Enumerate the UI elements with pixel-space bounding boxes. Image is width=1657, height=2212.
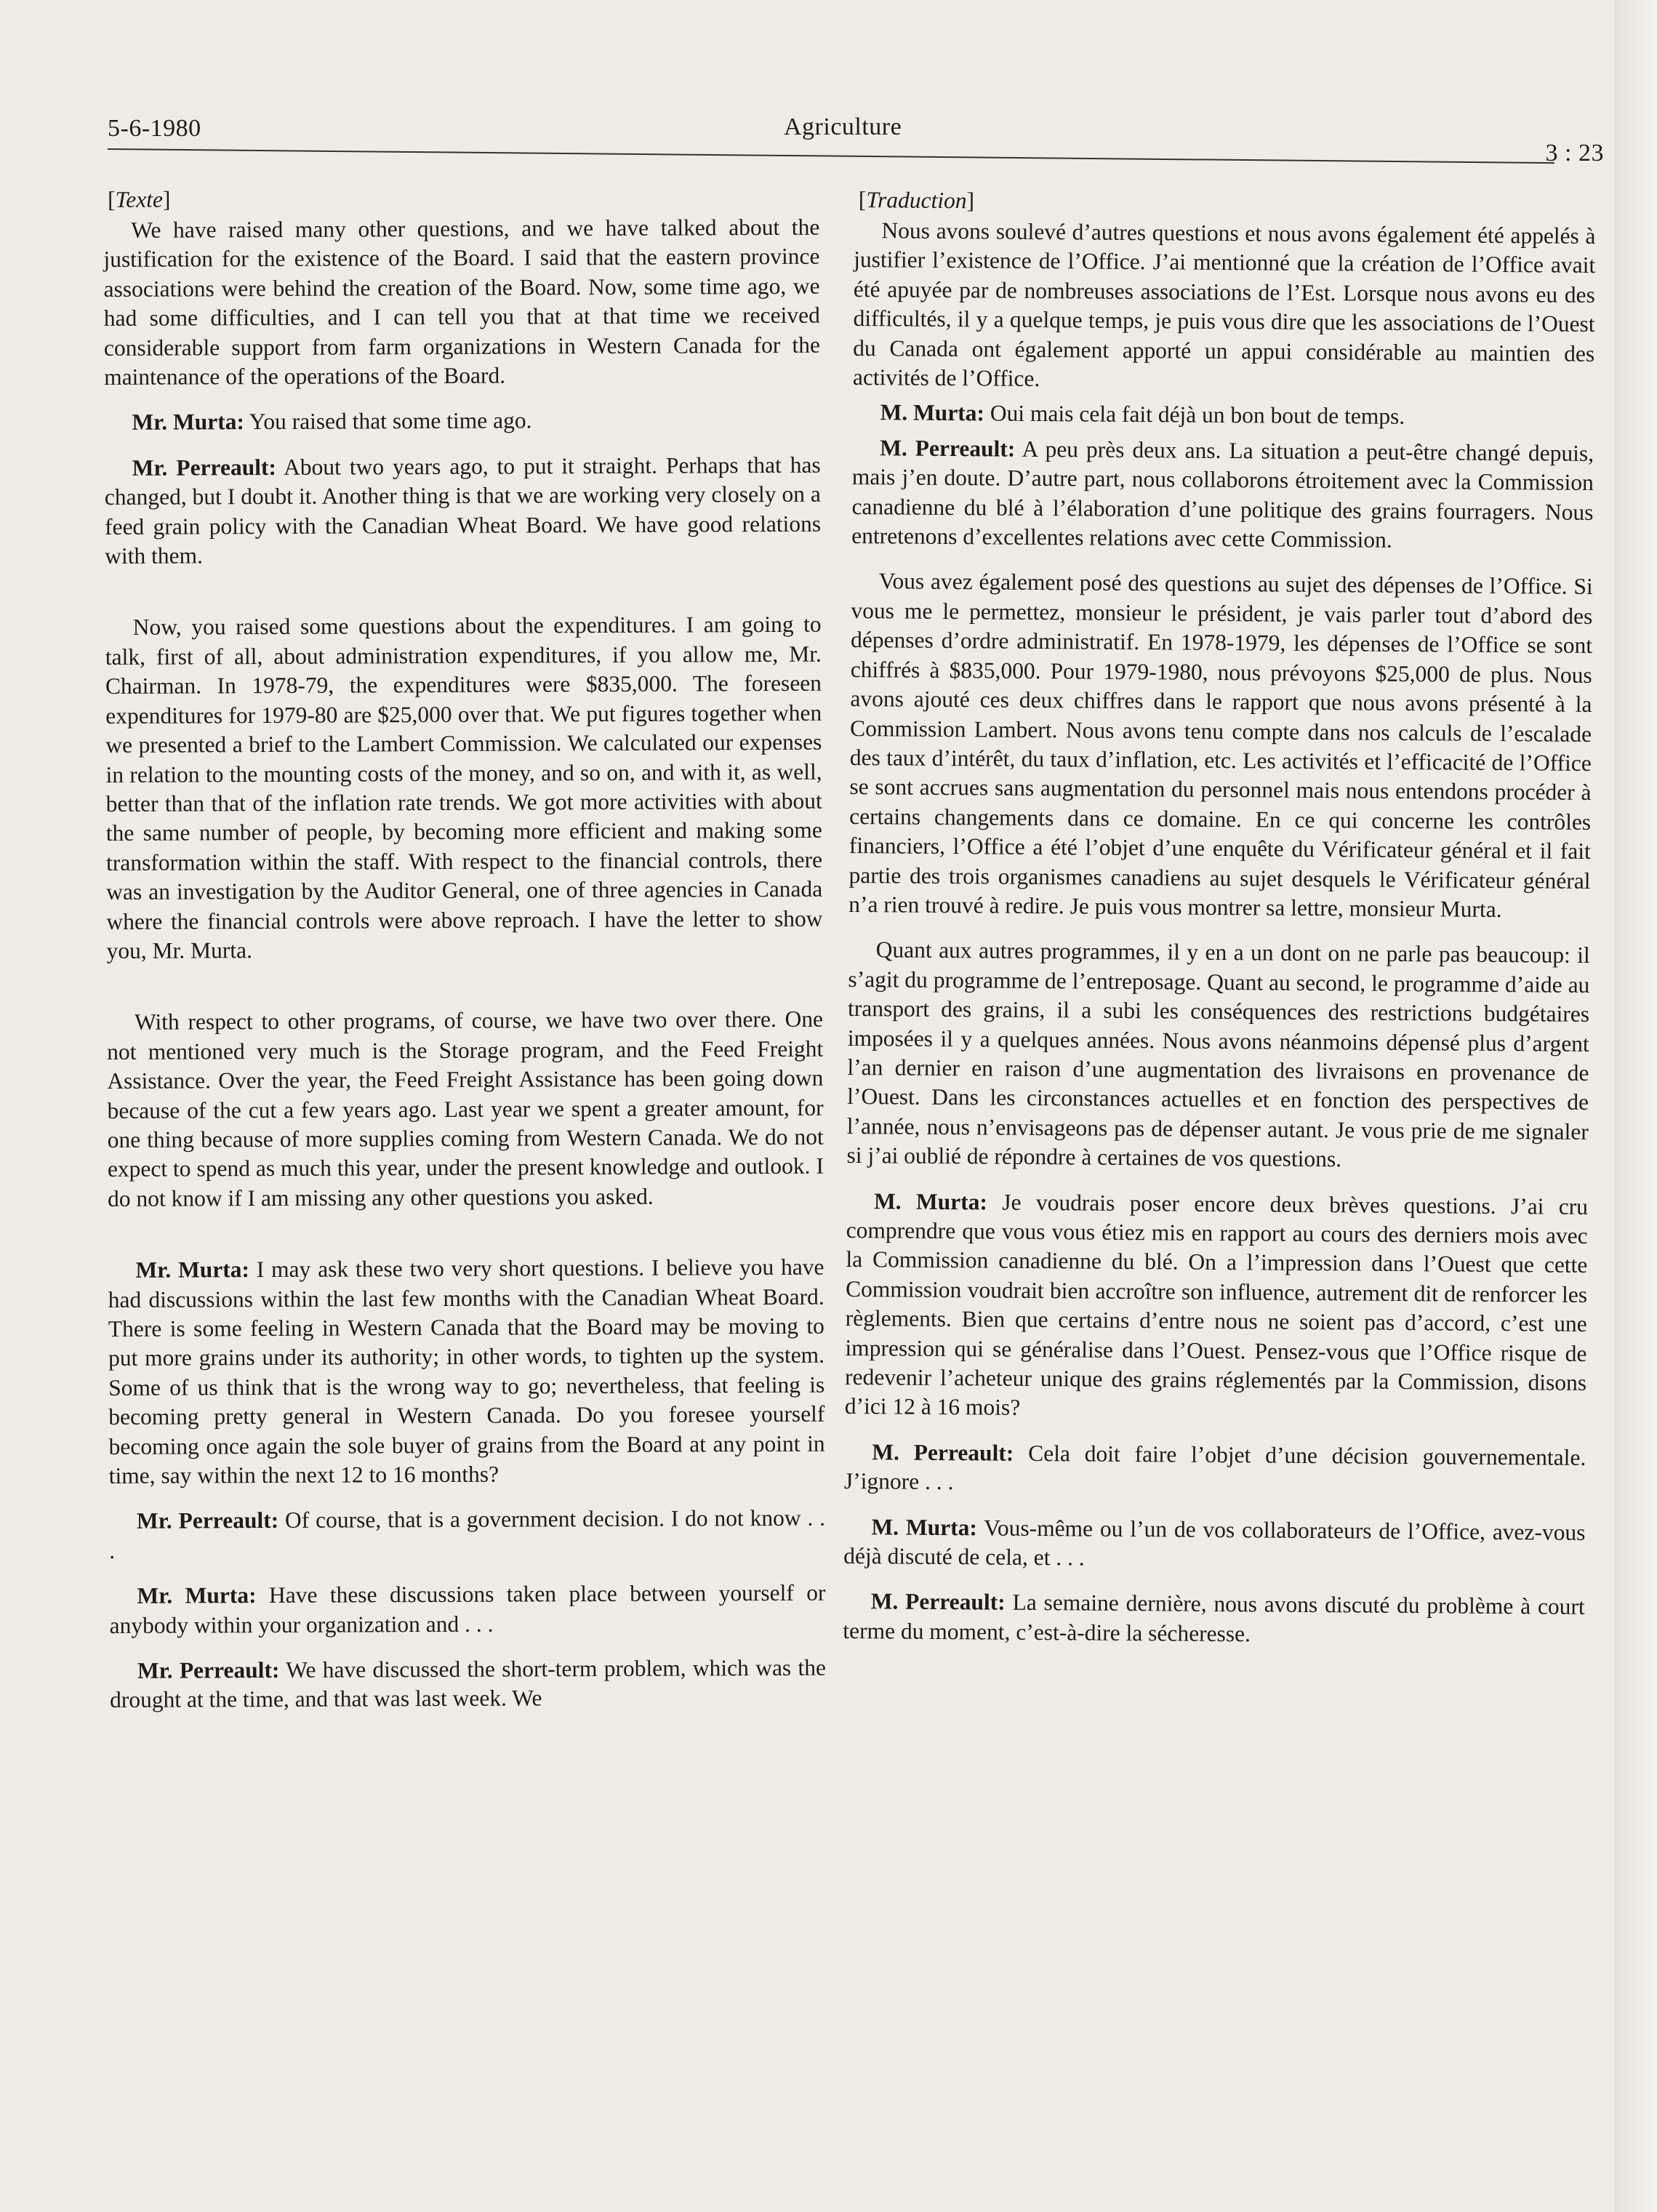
speaker-name: M. Murta: bbox=[880, 399, 985, 426]
paragraph bbox=[844, 1438, 1586, 1502]
paragraph bbox=[846, 935, 1590, 1176]
paragraph-text: You raised that some time ago. bbox=[249, 407, 532, 435]
speaker-name: Mr. Murta: bbox=[135, 1257, 250, 1283]
paragraph bbox=[853, 216, 1596, 398]
paragraph bbox=[108, 1253, 825, 1491]
paragraph bbox=[851, 433, 1594, 557]
paragraph-text: I may ask these two very short questions. I believe you have had discussions within the last few months with the Canadian Wheat Board. There is some feeling in Western Canada that the Board may be moving to put more grains under its authority; in other words, to tighten up the system. Some of us think that is the wrong way to go; nevertheless, that feeling is becoming pretty general in Western Canada. Do you foresee yourself becoming once again the sole buyer of grains from the Board at any point in time, say within the next 12 to 16 months? bbox=[108, 1254, 825, 1489]
paragraph-text: Quant aux autres programmes, il y en a un dont on ne parle pas beaucoup: il s’agit du programme de l’entreposage. Quant au second, le programme d’aide au transport des grains, il a subi les conséquences des restrictions budgétaires imposées il y a quelques années. Nous avons néanmoins dépensé plus d’argent l’an dernier en raison d’une augmentation des livraisons en provenance de l’Ouest. Dans les circonstances actuelles et en fonction des perspectives de l’année, nous n’envisageons pas de dépenser autant. Je vous prie de me signaler si j’ai oublié de répondre à certaines de vos questions. bbox=[846, 937, 1590, 1172]
paragraph bbox=[848, 566, 1593, 925]
paragraph-text: Vous avez également posé des questions au sujet des dépenses de l’Office. Si vous me le permettez, monsieur le président, je vais parler tout d’abord des dépenses d’ordre administratif. En 1978-1979, les dépenses de l’Office se sont chiffrés à $835,000. Pour 1979-1980, nous prévoyons $25,000 de plus. Nous avons ajouté ces deux chiffres dans le rapport que nous avons présenté à la Commission Lambert. Nous avons tenu compte dans nos calculs de l’escalade des taux d’intérêt, du taux d’inflation, etc. Les activités et l’efficacité de l’Office se sont accrues sans augmentation du personnel mais nous entendons procéder à certains changements dans ce domaine. En ce qui concerne les contrôles financiers, l’Office a été l’objet d’une enquête du Vérificateur général et il fait partie des trois organismes canadiens au sujet desquels le Vérificateur général n’a rien trouvé à redire. Je puis vous montrer sa lettre, monsieur Murta. bbox=[848, 568, 1593, 922]
right-column-label-text: Traduction bbox=[866, 187, 967, 214]
paragraph-text: Of course, that is a government decision. I do not know . . . bbox=[109, 1505, 826, 1563]
left-column-label-text: Texte bbox=[115, 186, 163, 212]
speaker-name: Mr. Murta: bbox=[132, 409, 245, 436]
paragraph bbox=[109, 1579, 825, 1640]
paragraph-text: Je voudrais poser encore deux brèves questions. J’ai cru comprendre que vous vous étiez mis en rapport au cours des derniers mois avec la Commission canadienne du blé. On a l’impression dans l’Ouest que cette Commission voudrait bien accroître son influence, autrement dit de renforcer les règlements. Bien que certains d’entre nous ne soient pas d’accord, c’est une impression qui se généralise dans l’Ouest. Pensez-vous que l’Office risque de redevenir l’acheteur unique des grains réglementés par la Commission, disons d’ici 12 à 16 mois? bbox=[844, 1189, 1589, 1421]
paragraph bbox=[852, 398, 1594, 433]
paragraph-text: We have discussed the short-term problem, which was the drought at the time, and that was last week. We bbox=[110, 1654, 826, 1713]
paragraph-text: About two years ago, to put it straight. Perhaps that has changed, but I doubt it. Another thing is that we are working very closely on a feed grain policy with the Canadian Wheat Board. We have good relations with them. bbox=[104, 452, 822, 569]
paragraph-text: We have raised many other questions, and we have talked about the justification for the existence of the Board. I said that the eastern province associations were behind the creation of the Board. Now, some time ago, we had some difficulties, and I can tell you that at that time we received considerable support from farm organizations in Western Canada for the maintenance of the operations of the Board. bbox=[103, 214, 821, 390]
right-column-french bbox=[843, 185, 1596, 1667]
left-column-label: [Texte] bbox=[108, 186, 171, 212]
paragraph bbox=[103, 213, 820, 393]
header-rule bbox=[108, 148, 1554, 164]
right-column-label: [Traduction] bbox=[858, 187, 975, 214]
paragraph-text: Have these discussions taken place between yourself or anybody within your organization and . . . bbox=[109, 1579, 826, 1638]
paragraph-text: La semaine dernière, nous avons discuté du problème à court terme du moment, c’est-à-dire la sécheresse. bbox=[843, 1590, 1585, 1647]
paragraph-text: Cela doit faire l’objet d’une décision gouvernementale. J’ignore . . . bbox=[843, 1440, 1586, 1495]
speaker-name: M. Perreault: bbox=[872, 1439, 1014, 1466]
page-edge-shadow bbox=[1614, 0, 1657, 2212]
header-title: Agriculture bbox=[784, 113, 902, 140]
paragraph-text: Nous avons soulevé d’autres questions et nous avons également été appelés à justifier l’existence de l’Office. J’ai mentionné que la création de l’Office avait été apuyée par de nombreuses associations de l’Est. Lorsque nous avons eu des difficultés, il y a quelque temps, je puis vous dire que les associations de l’Ouest du Canada ont également apporté un appui considérable au maintien des activités de l’Office. bbox=[852, 217, 1596, 392]
paragraph-text: With respect to other programs, of course, we have two over there. One not mentioned very much is the Storage program, and the Feed Freight Assistance. Over the year, the Feed Freight Assistance has been going down because of the cut a few years ago. Last year we spent a greater amount, for one thing because of more supplies coming from Western Canada. We do not expect to spend as much this year, under the present knowledge and outlook. I do not know if I am missing any other questions you asked. bbox=[107, 1006, 824, 1211]
paragraph bbox=[845, 1187, 1589, 1427]
speaker-name: M. Perreault: bbox=[880, 435, 1016, 462]
paragraph-text: Now, you raised some questions about the expenditures. I am going to talk, first of all, about administration expenditures, if you allow me, Mr. Chairman. In 1978-79, the expenditures were $835,000. The foreseen expenditures for 1979-80 are $25,000 over that. We put figures together when we presented a brief to the Lambert Commission. We calculated our expenses in relation to the mounting costs of the money, and so on, and with it, as well, better than that of the inflation rate trends. We got more activities with about the same number of people, by becoming more efficient and making some transformation within the staff. With respect to the financial controls, there was an investigation by the Auditor General, one of three agencies in Canada where the financial controls were above reproach. I have the letter to show you, Mr. Murta. bbox=[105, 612, 823, 963]
paragraph bbox=[104, 405, 820, 438]
paragraph-text: Oui mais cela fait déjà un bon bout de temps. bbox=[990, 400, 1405, 430]
page-header bbox=[108, 109, 1604, 167]
paragraph bbox=[843, 1587, 1585, 1651]
paragraph bbox=[105, 610, 823, 966]
paragraph bbox=[843, 1512, 1586, 1577]
speaker-name: Mr. Perreault: bbox=[132, 454, 276, 481]
speaker-name: Mr. Perreault: bbox=[137, 1657, 280, 1683]
speaker-name: M. Murta: bbox=[873, 1187, 988, 1215]
speaker-name: Mr. Murta: bbox=[137, 1582, 257, 1609]
paragraph-text: Vous-même ou l’un de vos collaborateurs de l’Office, avez-vous déjà discuté de cela, et . . . bbox=[843, 1515, 1586, 1571]
header-page-number: 3 : 23 bbox=[1545, 140, 1604, 167]
left-column-english bbox=[103, 183, 826, 1731]
paragraph bbox=[105, 451, 822, 572]
paragraph bbox=[109, 1504, 825, 1566]
speaker-name: M. Perreault: bbox=[870, 1588, 1006, 1616]
speaker-name: Mr. Perreault: bbox=[136, 1507, 279, 1534]
paragraph bbox=[107, 1005, 824, 1214]
paragraph-text: A peu près deux ans. La situation a peut-être changé depuis, mais j’en doute. D’autre part, nous collaborons étroitement avec la Commission canadienne du blé à l’élaboration d’une politique des grains fourragers. Nous entretenons d’excellentes relations avec cette Commission. bbox=[851, 436, 1594, 553]
header-date: 5-6-1980 bbox=[108, 115, 201, 142]
paragraph bbox=[110, 1654, 826, 1715]
speaker-name: M. Murta: bbox=[871, 1513, 978, 1541]
